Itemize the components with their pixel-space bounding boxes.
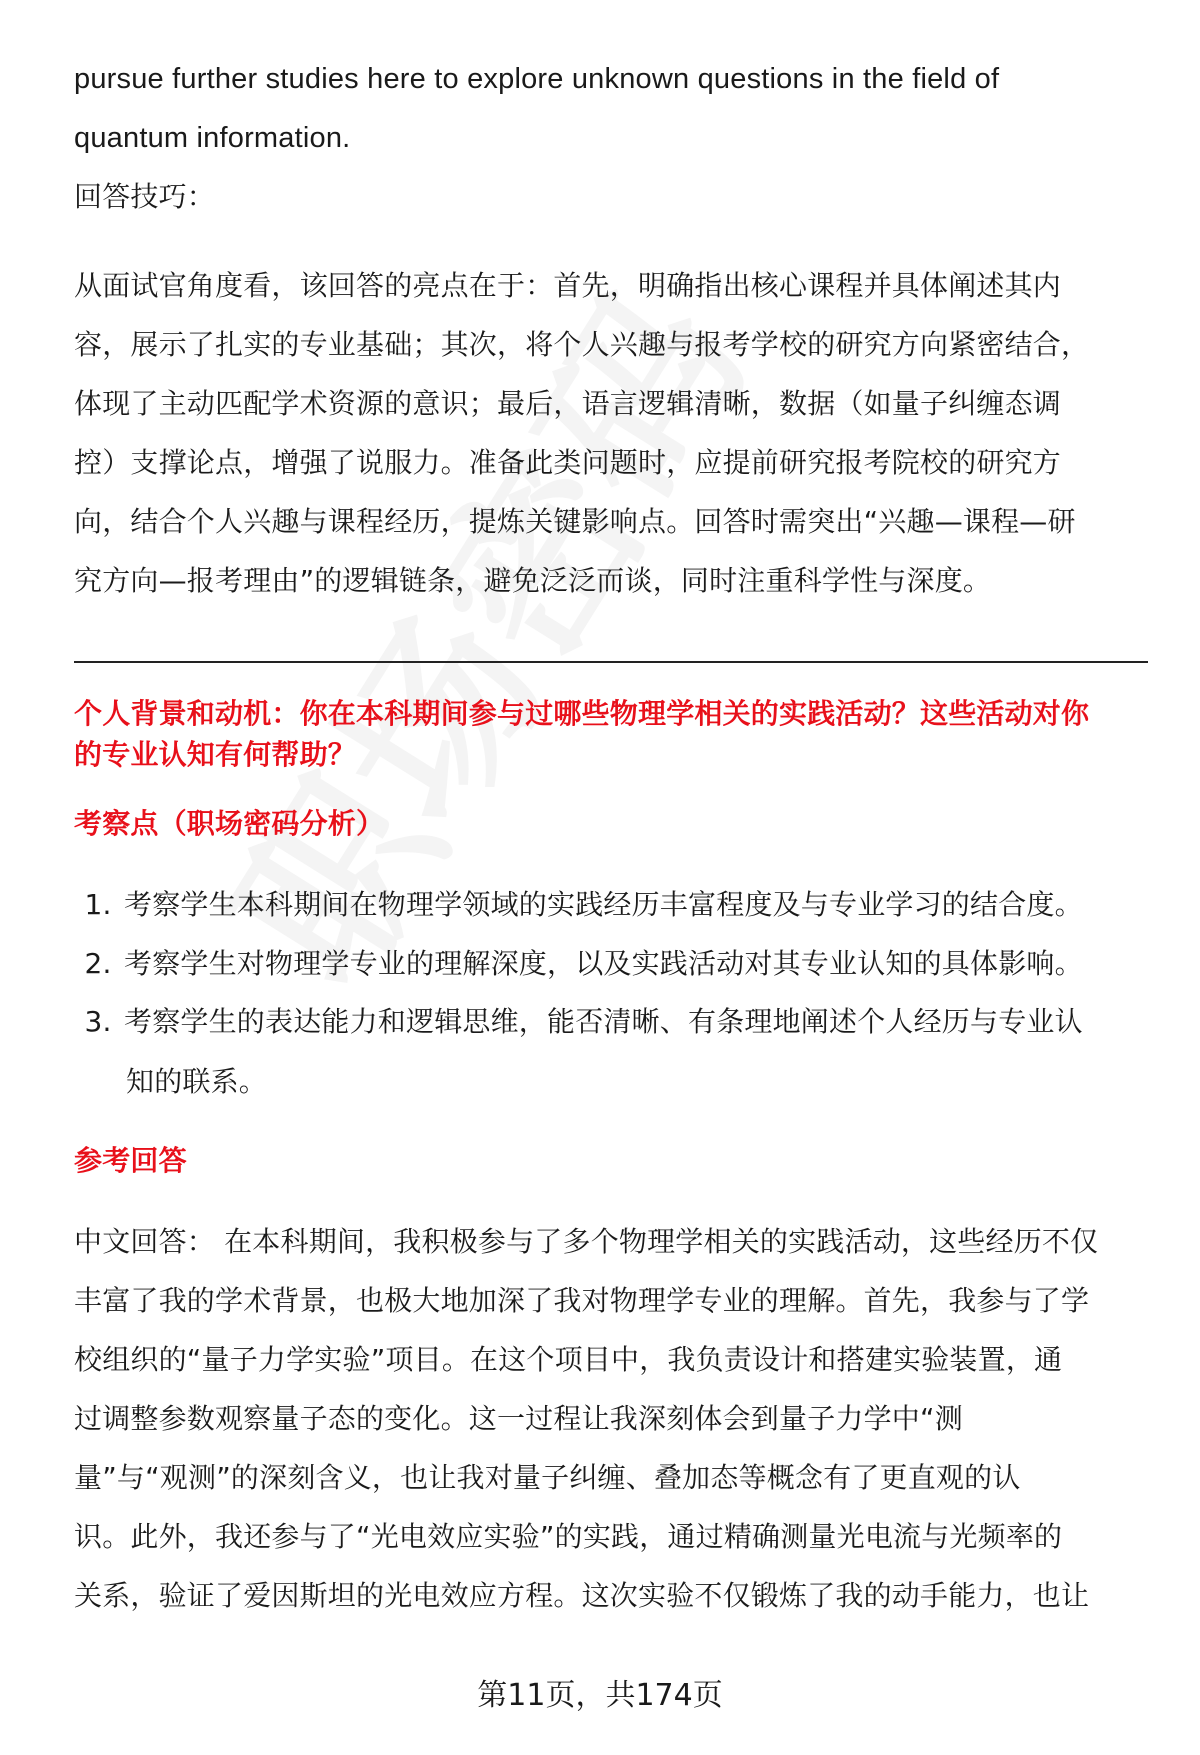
intro-line: pursue further studies here to explore unknown questions in the field of: [74, 63, 1000, 95]
tips-line: 从面试官角度看，该回答的亮点在于：首先，明确指出核心课程并具体阐述其内: [74, 269, 1062, 302]
tips-line: 容，展示了扎实的专业基础；其次，将个人兴趣与报考学校的研究方向紧密结合，: [74, 328, 1090, 361]
item-text: 考察学生本科期间在物理学领域的实践经历丰富程度及与专业学习的结合度。: [124, 888, 1083, 921]
item-text-continued: 知的联系。: [126, 1065, 268, 1098]
tips-line: 究方向—报考理由”的逻辑链条，避免泛泛而谈，同时注重科学性与深度。: [74, 564, 992, 597]
analysis-item: [74, 888, 1083, 922]
tips-label: 回答技巧：: [74, 180, 216, 213]
answer-line: 过调整参数观察量子态的变化。这一过程让我深刻体会到量子力学中“测: [74, 1402, 963, 1435]
analysis-item: [74, 1005, 1083, 1039]
intro-line: quantum information.: [74, 122, 351, 154]
tips-line: 控）支撑论点，增强了说服力。准备此类问题时，应提前研究报考院校的研究方: [74, 446, 1062, 479]
analysis-item: [74, 947, 1083, 981]
item-number: 2.: [84, 947, 112, 980]
answer-line: 识。此外，我还参与了“光电效应实验”的实践，通过精确测量光电流与光频率的: [74, 1520, 1063, 1553]
answer-line: 丰富了我的学术背景，也极大地加深了我对物理学专业的理解。首先，我参与了学: [74, 1284, 1090, 1317]
answer-heading: 参考回答: [74, 1144, 187, 1177]
analysis-heading: 考察点（职场密码分析）: [74, 807, 385, 840]
answer-line: 关系，验证了爱因斯坦的光电效应方程。这次实验不仅锻炼了我的动手能力，也让: [74, 1579, 1090, 1612]
item-text: 考察学生对物理学专业的理解深度，以及实践活动对其专业认知的具体影响。: [124, 947, 1083, 980]
page-number: 第11页，共174页: [477, 1678, 723, 1713]
item-number: 3.: [84, 1005, 112, 1038]
answer-line: 校组织的“量子力学实验”项目。在这个项目中，我负责设计和搭建实验装置，通: [74, 1343, 1063, 1376]
item-number: 1.: [84, 888, 112, 921]
tips-line: 向，结合个人兴趣与课程经历，提炼关键影响点。回答时需突出“兴趣—课程—研: [74, 505, 1076, 538]
question-line: 个人背景和动机：你在本科期间参与过哪些物理学相关的实践活动？这些活动对你: [74, 697, 1090, 730]
tips-line: 体现了主动匹配学术资源的意识；最后，语言逻辑清晰，数据（如量子纠缠态调: [74, 387, 1062, 420]
question-line: 的专业认知有何帮助？: [74, 738, 357, 771]
answer-line: 中文回答： 在本科期间，我积极参与了多个物理学相关的实践活动，这些经历不仅: [74, 1225, 1099, 1258]
section-divider: [74, 661, 1148, 663]
answer-line: 量”与“观测”的深刻含义，也让我对量子纠缠、叠加态等概念有了更直观的认: [74, 1461, 1021, 1494]
item-text: 考察学生的表达能力和逻辑思维，能否清晰、有条理地阐述个人经历与专业认: [124, 1005, 1083, 1038]
